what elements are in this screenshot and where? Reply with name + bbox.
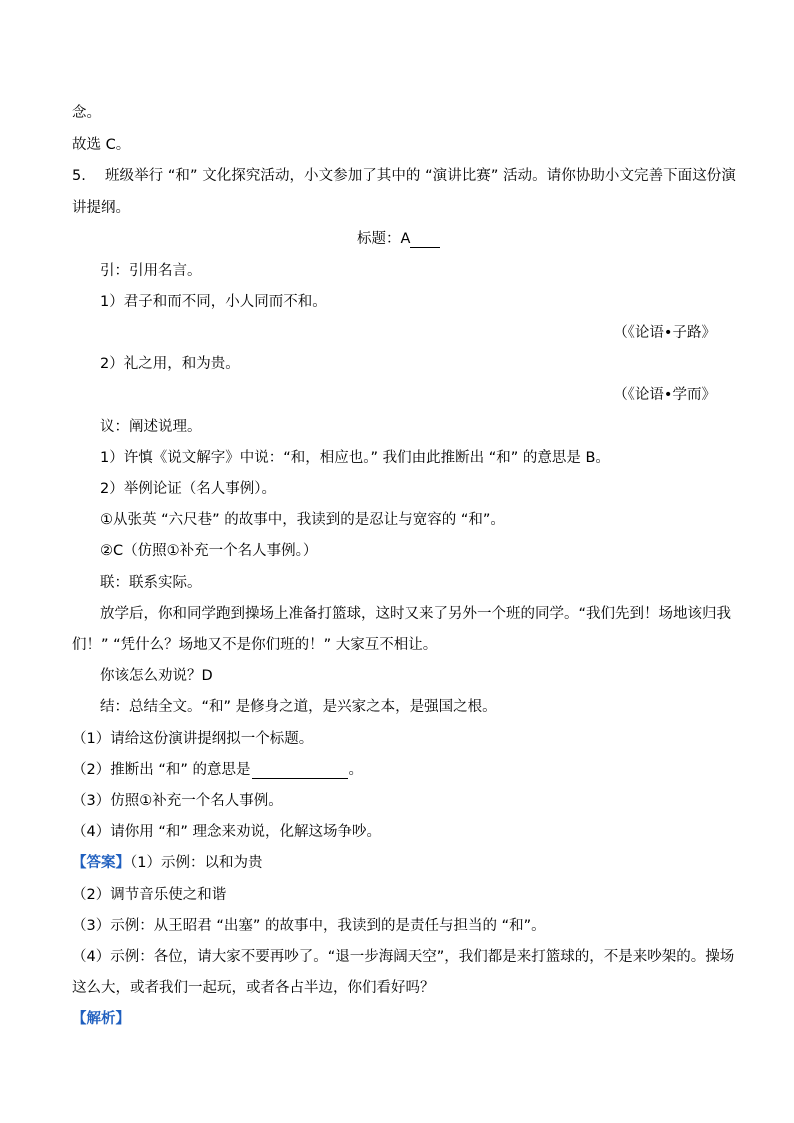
scenario-1: 放学后，你和同学跑到操场上准备打篮球，这时又来了另外一个班的同学。“我们先到！场地该归我 [100, 606, 732, 622]
answer-4-line-1: （4）示例：各位，请大家不要再吵了。“退一步海阔天空”，我们都是来打篮球的，不是来吵架的。操场 [72, 949, 735, 965]
line-shuowen: 1）许慎《说文解字》中说：“和，相应也。” 我们由此推断出 “和” 的意思是 B。 [100, 450, 610, 466]
line-1: 念。 [72, 105, 101, 121]
sub-question-2-end: 。 [348, 762, 363, 778]
scenario-2: 们！” “凭什么？场地又不是你们班的！” 大家互不相让。 [72, 637, 438, 653]
answer-tag: 【答案】 [72, 855, 130, 871]
quote-2-source: （《论语•学而》 [613, 387, 716, 403]
answer-line-1 [72, 854, 262, 872]
outline-title [357, 230, 440, 248]
title-blank [410, 233, 440, 248]
line-example-2: ②C（仿照①补充一个名人事例。） [100, 543, 318, 559]
question-text-1: 班级举行 “和” 文化探究活动，小文参加了其中的 “演讲比赛” 活动。请你协助小文完善下面这份演 [105, 168, 736, 184]
sub-question-2 [72, 761, 363, 779]
sub-question-4: （4）请你用 “和” 理念来劝说，化解这场争吵。 [72, 824, 381, 840]
quote-1: 1）君子和而不同，小人同而不和。 [100, 294, 327, 310]
answer-2: （2）调节音乐使之和谐 [72, 887, 227, 903]
answer-3: （3）示例：从王昭君 “出塞” 的故事中，我读到的是责任与担当的 “和”。 [72, 918, 546, 934]
line-example-1: ①从张英 “六尺巷” 的故事中，我读到的是忍让与宽容的 “和”。 [100, 512, 505, 528]
sub-question-3: （3）仿照①补充一个名人事例。 [72, 793, 283, 809]
line-persuade: 你该怎么劝说？D [100, 668, 213, 684]
analysis-tag: 【解析】 [72, 1011, 130, 1027]
answer-1: （1）示例：以和为贵 [130, 855, 263, 871]
sub-question-2-text: （2）推断出 “和” 的意思是 [72, 762, 251, 778]
line-examples: 2）举例论证（名人事例）。 [100, 481, 276, 497]
sub-question-1: （1）请给这份演讲提纲拟一个标题。 [72, 731, 314, 747]
answer-blank [252, 764, 348, 779]
line-2: 故选 C。 [72, 137, 131, 153]
quote-2: 2）礼之用，和为贵。 [100, 356, 240, 372]
answer-4-line-2: 这么大，或者我们一起玩，或者各占半边，你们看好吗？ [72, 980, 435, 996]
line-yin: 引：引用名言。 [100, 263, 202, 279]
line-lian: 联：联系实际。 [100, 575, 202, 591]
question-number: 5. [72, 168, 86, 184]
title-label: 标题：A [357, 231, 411, 247]
line-yi: 议：阐述说理。 [100, 419, 202, 435]
quote-1-source: （《论语•子路》 [613, 325, 716, 341]
question-text-2: 讲提纲。 [72, 200, 130, 216]
line-jie: 结：总结全文。“和” 是修身之道，是兴家之本，是强国之根。 [100, 699, 497, 715]
